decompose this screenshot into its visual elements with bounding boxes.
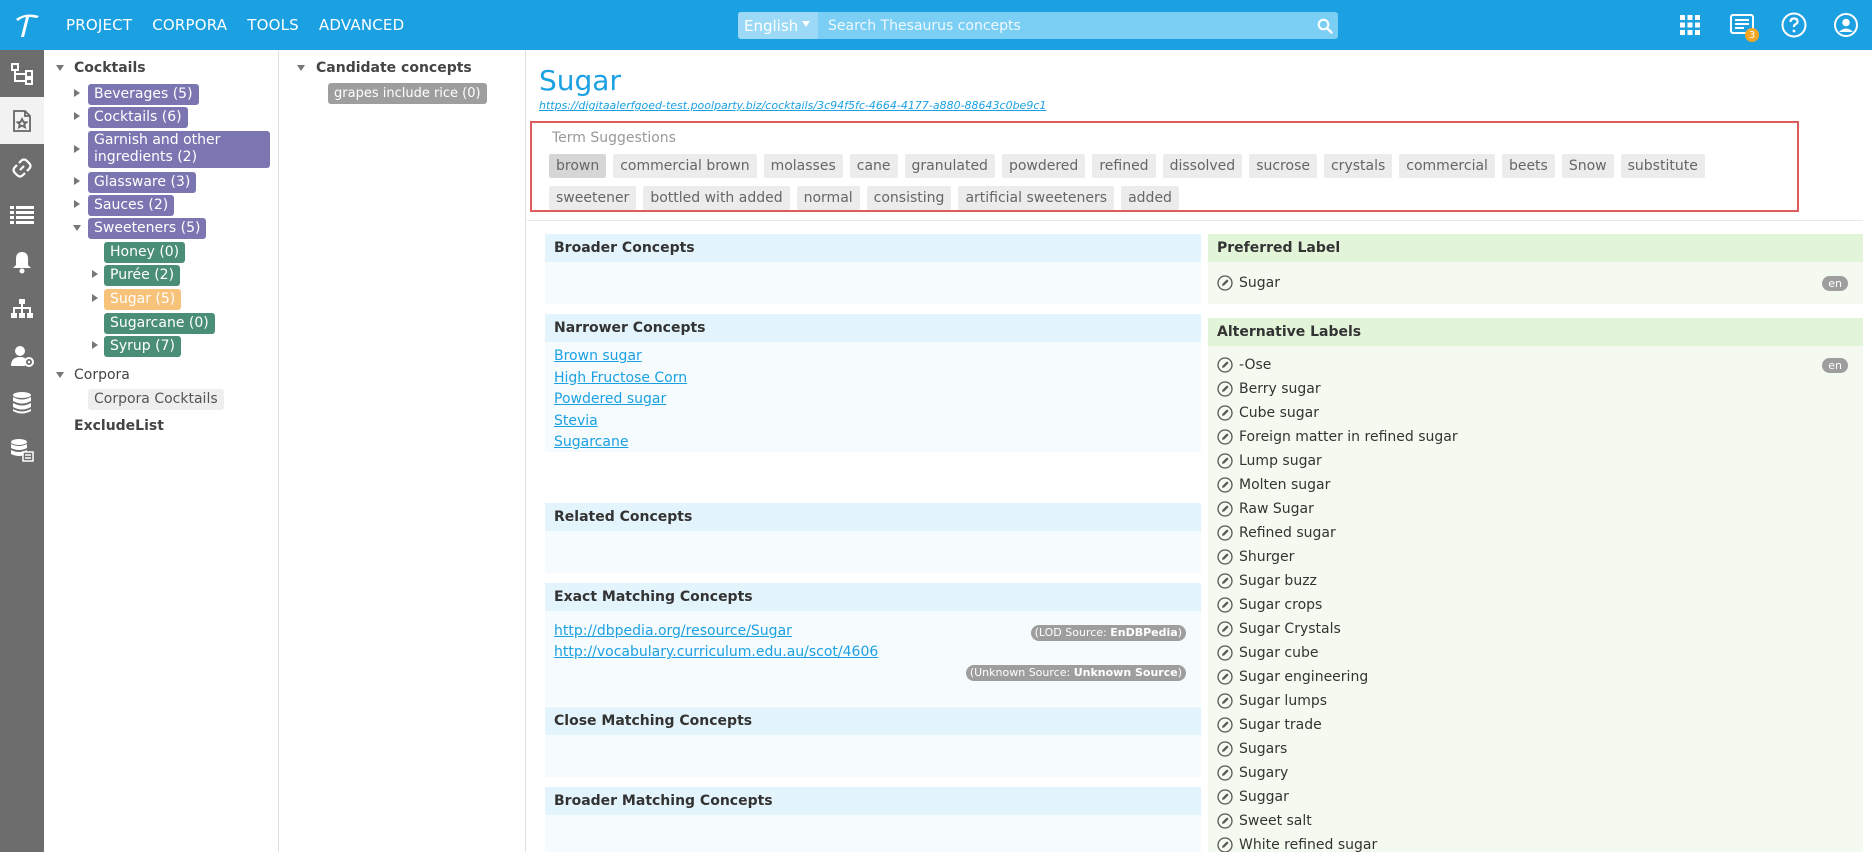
concept-uri-link[interactable]: https://digitaalerfgoed-test.poolparty.biz/cocktails/3c94f5fc-4664-4177-a880-88643c0be9c1 xyxy=(539,99,1047,112)
edit-label-icon[interactable] xyxy=(1217,477,1233,493)
alternative-label-row xyxy=(1208,833,1863,852)
tree-node-syrup xyxy=(92,336,181,356)
notification-count-badge: 3 xyxy=(1745,28,1759,42)
candidate-chip[interactable]: grapes include rice (0) xyxy=(328,83,487,104)
tree-chip-sugarcane[interactable]: Sugarcane (0) xyxy=(104,313,215,334)
edit-label-icon[interactable] xyxy=(1217,765,1233,781)
tree-node-beverages xyxy=(74,84,199,104)
tree-chip-garnish-line1: Garnish and other xyxy=(94,131,221,148)
document-star-icon xyxy=(11,109,33,133)
collapse-toggle-icon[interactable] xyxy=(56,372,64,378)
alternative-label-row xyxy=(1208,377,1863,401)
alternative-label-row xyxy=(1208,353,1863,377)
narrower-link[interactable]: Stevia xyxy=(554,412,598,429)
candidate-root xyxy=(297,58,472,78)
notifications-button[interactable] xyxy=(1716,0,1768,50)
expand-toggle-icon[interactable] xyxy=(92,294,98,302)
account-button[interactable] xyxy=(1820,0,1872,50)
alternative-label-row xyxy=(1208,713,1863,737)
source-name: EnDBPedia xyxy=(1110,626,1178,639)
tree-chip-cocktails[interactable]: Cocktails (6) xyxy=(88,107,188,128)
expand-toggle-icon[interactable] xyxy=(74,177,80,185)
related-concepts-body xyxy=(545,531,1201,573)
edit-label-icon[interactable] xyxy=(1217,645,1233,661)
expand-toggle-icon[interactable] xyxy=(74,89,80,97)
alternative-label-value: Sugar cube xyxy=(1239,645,1319,661)
term-chip[interactable]: sweetener xyxy=(549,186,636,210)
alternative-label-value: Suggar xyxy=(1239,789,1289,805)
edit-label-icon[interactable] xyxy=(1217,789,1233,805)
term-chip[interactable]: commercial xyxy=(1399,154,1495,178)
term-chip[interactable]: Snow xyxy=(1562,154,1614,178)
alternative-label-value: Raw Sugar xyxy=(1239,501,1314,517)
broader-concepts-header: Broader Concepts xyxy=(545,234,1201,262)
tree-chip-beverages[interactable]: Beverages (5) xyxy=(88,84,199,105)
edit-label-icon[interactable] xyxy=(1217,621,1233,637)
collapse-toggle-icon[interactable] xyxy=(297,65,305,71)
exact-match-link[interactable]: http://dbpedia.org/resource/Sugar xyxy=(554,623,792,639)
help-icon xyxy=(1781,12,1807,38)
expand-toggle-icon[interactable] xyxy=(74,200,80,208)
edit-label-icon[interactable] xyxy=(1217,693,1233,709)
database-list-icon xyxy=(10,438,34,462)
database-icon xyxy=(11,391,33,415)
edit-label-icon[interactable] xyxy=(1217,717,1233,733)
concept-title: Sugar xyxy=(539,64,621,97)
source-prefix: (Unknown Source: xyxy=(969,666,1074,679)
unknown-source-badge xyxy=(966,665,1186,681)
alternative-label-value: Sweet salt xyxy=(1239,813,1312,829)
edit-label-icon[interactable] xyxy=(1217,549,1233,565)
edit-label-icon[interactable] xyxy=(1217,813,1233,829)
term-chip[interactable]: consisting xyxy=(867,186,952,210)
preferred-label-header: Preferred Label xyxy=(1208,234,1863,262)
edit-label-icon[interactable] xyxy=(1217,525,1233,541)
tool-hierarchy[interactable] xyxy=(0,50,44,97)
alternative-label-value: Sugar lumps xyxy=(1239,693,1328,709)
poolparty-logo-icon[interactable] xyxy=(10,8,44,42)
expand-toggle-icon[interactable] xyxy=(74,145,80,153)
term-suggestions-box xyxy=(530,121,1799,212)
alternative-label-row xyxy=(1208,641,1863,665)
alternative-labels-header: Alternative Labels xyxy=(1208,318,1863,346)
source-suffix: ) xyxy=(1177,666,1182,679)
tree-node-sauces xyxy=(74,195,174,215)
tree-chip-garnish[interactable] xyxy=(88,131,270,168)
term-chip[interactable]: bottled with added xyxy=(643,186,789,210)
alternative-label-row xyxy=(1208,665,1863,689)
alternative-label-row xyxy=(1208,545,1863,569)
tree-node-excludelist xyxy=(74,416,164,436)
tree-node-sweeteners xyxy=(74,218,206,238)
divider xyxy=(527,220,1863,221)
narrower-concepts-header: Narrower Concepts xyxy=(545,314,1201,342)
term-chip[interactable]: granulated xyxy=(905,154,995,178)
close-matching-body xyxy=(545,735,1201,777)
edit-label-icon[interactable] xyxy=(1217,275,1233,291)
tree-excludelist-label[interactable]: ExcludeList xyxy=(74,418,164,434)
tool-linking[interactable] xyxy=(0,144,44,191)
top-bar xyxy=(0,0,1872,50)
alternative-label-value: Molten sugar xyxy=(1239,477,1331,493)
search-box xyxy=(738,12,1338,39)
alternative-label-value: Sugar crops xyxy=(1239,597,1323,613)
alternative-label-value: Sugar buzz xyxy=(1239,573,1317,589)
tree-chip-puree[interactable]: Purée (2) xyxy=(104,265,180,286)
collapse-toggle-icon[interactable] xyxy=(73,225,81,231)
tree-node-root xyxy=(56,58,146,78)
tool-list[interactable] xyxy=(0,191,44,238)
candidate-title[interactable]: Candidate concepts xyxy=(316,60,472,76)
alternative-label-row xyxy=(1208,761,1863,785)
broader-matching-header: Broader Matching Concepts xyxy=(545,787,1201,815)
exact-match-link[interactable]: http://vocabulary.curriculum.edu.au/scot/4606 xyxy=(554,644,879,660)
main-nav xyxy=(66,0,404,50)
list-icon xyxy=(10,205,34,225)
tree-node-cocktails xyxy=(74,107,188,127)
tree-chip-glassware[interactable]: Glassware (3) xyxy=(88,172,196,193)
close-matching-header: Close Matching Concepts xyxy=(545,707,1201,735)
alternative-label-value: Sugar trade xyxy=(1239,717,1322,733)
alternative-label-row xyxy=(1208,401,1863,425)
alternative-label-row xyxy=(1208,569,1863,593)
term-chip[interactable]: substitute xyxy=(1621,154,1705,178)
term-chip[interactable]: artificial sweeteners xyxy=(958,186,1114,210)
edit-label-icon[interactable] xyxy=(1217,741,1233,757)
term-chip[interactable]: refined xyxy=(1092,154,1155,178)
term-chip[interactable]: dissolved xyxy=(1163,154,1243,178)
preferred-label-body xyxy=(1208,262,1863,304)
alternative-label-value: Berry sugar xyxy=(1239,381,1321,397)
alternative-label-row xyxy=(1208,473,1863,497)
term-chip[interactable]: brown xyxy=(549,154,606,178)
alternative-label-value: Refined sugar xyxy=(1239,525,1336,541)
tool-database[interactable] xyxy=(0,379,44,426)
expand-toggle-icon[interactable] xyxy=(74,112,80,120)
tree-node-sugar xyxy=(92,289,181,309)
org-chart-icon xyxy=(10,298,34,320)
term-chip[interactable]: powdered xyxy=(1002,154,1085,178)
tool-user-settings[interactable] xyxy=(0,332,44,379)
tree-corpora-label[interactable]: Corpora xyxy=(74,367,130,383)
user-settings-icon xyxy=(10,344,34,368)
alternative-label-value: Shurger xyxy=(1239,549,1295,565)
alternative-label-row xyxy=(1208,521,1863,545)
candidate-concepts-panel xyxy=(280,50,526,852)
alternative-label-value: White refined sugar xyxy=(1239,837,1378,852)
tree-node-honey xyxy=(104,242,185,262)
edit-label-icon[interactable] xyxy=(1217,669,1233,685)
alternative-label-row xyxy=(1208,617,1863,641)
alternative-label-value: Cube sugar xyxy=(1239,405,1319,421)
alternative-label-row xyxy=(1208,809,1863,833)
term-chip[interactable]: molasses xyxy=(764,154,843,178)
tree-chip-sweeteners[interactable]: Sweeteners (5) xyxy=(88,218,206,239)
language-select-value: English xyxy=(744,16,799,35)
edit-label-icon[interactable] xyxy=(1217,381,1233,397)
broader-concepts-body xyxy=(545,262,1201,304)
source-prefix: (LOD Source: xyxy=(1034,626,1111,639)
edit-label-icon[interactable] xyxy=(1217,405,1233,421)
thesaurus-tree xyxy=(44,50,279,852)
alternative-label-value: Sugar engineering xyxy=(1239,669,1369,685)
tool-database-list[interactable] xyxy=(0,426,44,473)
hierarchy-icon xyxy=(10,62,34,86)
related-concepts-header: Related Concepts xyxy=(545,503,1201,531)
caret-down-icon xyxy=(802,21,810,27)
search-icon[interactable] xyxy=(1312,12,1338,39)
source-suffix: ) xyxy=(1177,626,1182,639)
term-chip[interactable]: normal xyxy=(797,186,860,210)
link-icon xyxy=(10,156,34,180)
alternative-label-row xyxy=(1208,497,1863,521)
exact-matching-header: Exact Matching Concepts xyxy=(545,583,1201,611)
concept-detail xyxy=(527,50,1872,852)
narrower-link[interactable]: Sugarcane xyxy=(554,434,629,450)
preferred-label-row xyxy=(1208,271,1863,295)
term-suggestions-list xyxy=(549,154,1789,210)
term-chip[interactable]: added xyxy=(1121,186,1179,210)
tree-node-corpora-cocktails xyxy=(88,389,224,409)
alternative-label-value: Lump sugar xyxy=(1239,453,1322,469)
bell-icon xyxy=(11,250,33,274)
user-icon xyxy=(1834,13,1858,37)
tool-notifications[interactable] xyxy=(0,238,44,285)
expand-toggle-icon[interactable] xyxy=(56,65,64,71)
exact-matching-body xyxy=(545,611,1201,706)
tree-chip-syrup[interactable]: Syrup (7) xyxy=(104,336,181,357)
edit-label-icon[interactable] xyxy=(1217,453,1233,469)
alternative-label-value: -Ose xyxy=(1239,357,1272,373)
alternative-label-row xyxy=(1208,593,1863,617)
narrower-link[interactable]: Powdered sugar xyxy=(554,391,667,407)
term-chip[interactable]: commercial brown xyxy=(613,154,756,178)
tool-concept-details[interactable] xyxy=(0,97,44,144)
source-name: Unknown Source xyxy=(1073,666,1178,679)
term-chip[interactable]: crystals xyxy=(1324,154,1392,178)
left-toolbar xyxy=(0,50,44,852)
tree-chip-honey[interactable]: Honey (0) xyxy=(104,242,185,263)
edit-label-icon[interactable] xyxy=(1217,357,1233,373)
nav-corpora[interactable]: CORPORA xyxy=(152,16,228,34)
alternative-label-row xyxy=(1208,425,1863,449)
nav-project[interactable]: PROJECT xyxy=(66,16,133,34)
header-icons xyxy=(1664,0,1872,50)
edit-label-icon[interactable] xyxy=(1217,501,1233,517)
edit-label-icon[interactable] xyxy=(1217,429,1233,445)
language-select[interactable] xyxy=(738,12,818,39)
alternative-label-value: Sugar Crystals xyxy=(1239,621,1341,637)
lod-source-badge xyxy=(1031,625,1186,641)
tree-chip-sauces[interactable]: Sauces (2) xyxy=(88,195,174,216)
tree-node-corpora xyxy=(56,365,130,385)
tree-chip-corpora-cocktails[interactable]: Corpora Cocktails xyxy=(88,389,224,410)
alternative-labels-body xyxy=(1208,346,1863,852)
help-button[interactable] xyxy=(1768,0,1820,50)
grid-icon xyxy=(1680,15,1700,35)
tree-node-sugarcane xyxy=(104,313,215,333)
search-input[interactable] xyxy=(818,12,1312,39)
candidate-item xyxy=(328,83,487,103)
edit-label-icon[interactable] xyxy=(1217,597,1233,613)
tree-root-label[interactable]: Cocktails xyxy=(74,60,146,76)
expand-toggle-icon[interactable] xyxy=(92,270,98,278)
apps-grid-button[interactable] xyxy=(1664,0,1716,50)
tree-chip-sugar-selected[interactable]: Sugar (5) xyxy=(104,289,181,310)
tree-node-puree xyxy=(92,265,180,285)
preferred-label-value: Sugar xyxy=(1239,275,1280,291)
alternative-label-row xyxy=(1208,737,1863,761)
term-chip[interactable]: beets xyxy=(1502,154,1555,178)
tree-node-garnish xyxy=(74,130,270,168)
alternative-label-row xyxy=(1208,449,1863,473)
nav-advanced[interactable]: ADVANCED xyxy=(318,16,405,34)
narrower-concepts-body xyxy=(545,342,1201,452)
tool-structure[interactable] xyxy=(0,285,44,332)
tree-chip-garnish-line2: ingredients (2) xyxy=(94,148,198,165)
edit-label-icon[interactable] xyxy=(1217,573,1233,589)
term-chip[interactable]: cane xyxy=(850,154,898,178)
edit-label-icon[interactable] xyxy=(1217,837,1233,852)
term-suggestions-title: Term Suggestions xyxy=(552,130,676,146)
nav-tools[interactable]: TOOLS xyxy=(247,16,299,34)
narrower-link[interactable]: Brown sugar xyxy=(554,348,642,364)
language-badge: en xyxy=(1822,358,1848,373)
term-chip[interactable]: sucrose xyxy=(1249,154,1317,178)
expand-toggle-icon[interactable] xyxy=(92,341,98,349)
alternative-label-value: Sugars xyxy=(1239,741,1288,757)
broader-matching-body xyxy=(545,815,1201,852)
alternative-label-row xyxy=(1208,689,1863,713)
alternative-label-row xyxy=(1208,785,1863,809)
alternative-label-value: Foreign matter in refined sugar xyxy=(1239,429,1458,445)
narrower-link[interactable]: High Fructose Corn xyxy=(554,369,688,386)
alternative-label-value: Sugary xyxy=(1239,765,1289,781)
tree-node-glassware xyxy=(74,172,196,192)
language-badge: en xyxy=(1822,276,1848,291)
